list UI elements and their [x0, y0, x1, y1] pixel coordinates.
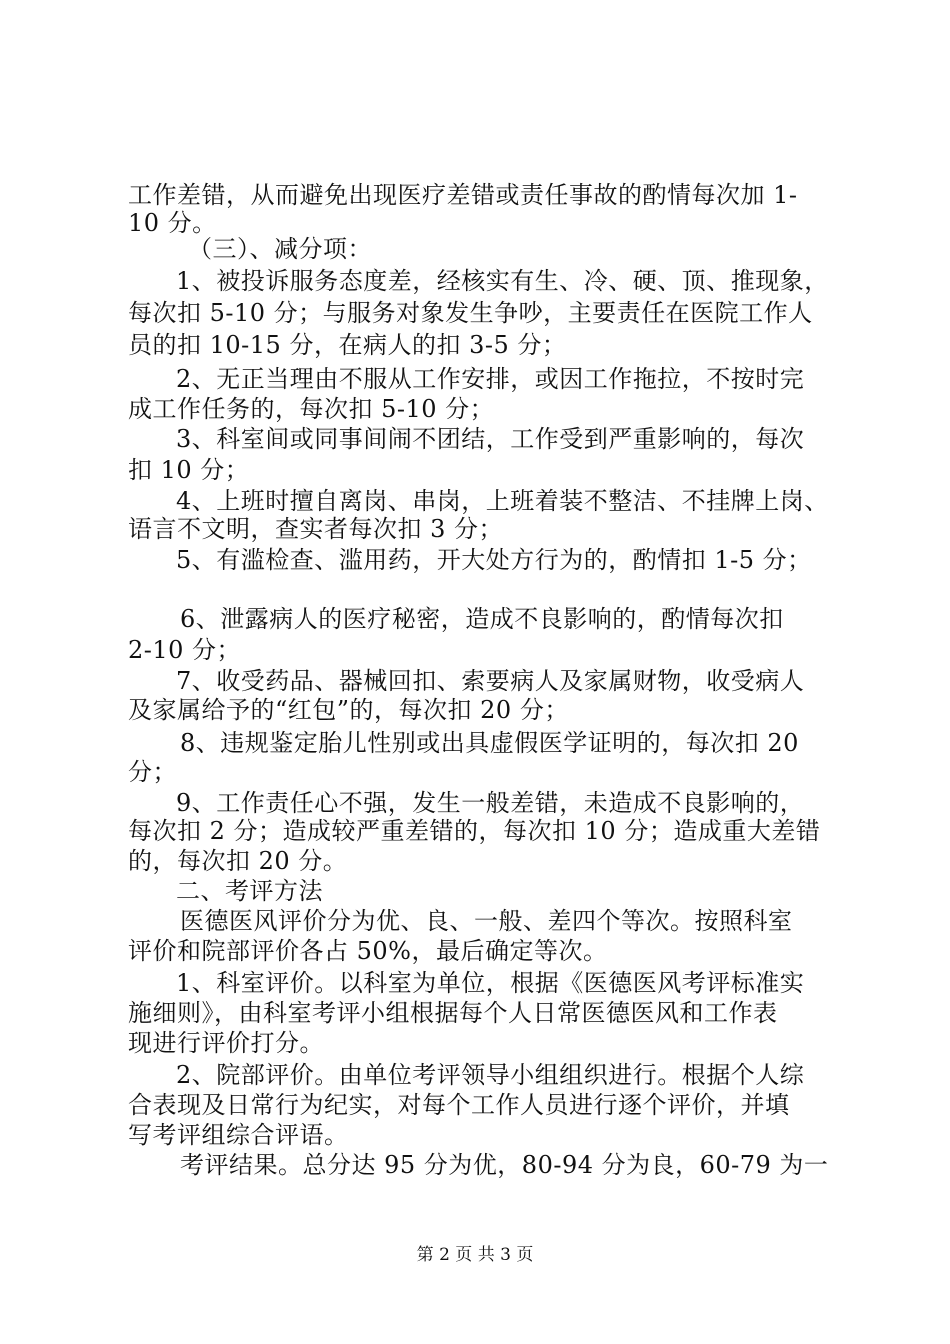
- text-line: 分；: [128, 758, 177, 786]
- text-line: 工作差错，从而避免出现医疗差错或责任事故的酌情每次加 1-: [128, 181, 798, 209]
- text-line: 成工作任务的，每次扣 5-10 分；: [128, 395, 495, 423]
- text-line: 10 分。: [128, 209, 217, 237]
- text-line: 6、泄露病人的医疗秘密，造成不良影响的，酌情每次扣: [180, 605, 784, 633]
- text-line: 2-10 分；: [128, 636, 242, 664]
- text-line: 合表现及日常行为纪实，对每个工作人员进行逐个评价，并填: [128, 1091, 790, 1119]
- text-line: 每次扣 5-10 分；与服务对象发生争吵，主要责任在医院工作人: [128, 299, 813, 327]
- text-line: 2、院部评价。由单位考评领导小组组织进行。根据个人综: [176, 1061, 805, 1089]
- text-line: 及家属给予的“红包”的，每次扣 20 分；: [128, 696, 569, 724]
- page-footer: 第 2 页 共 3 页: [416, 1245, 534, 1265]
- text-line: 的，每次扣 20 分。: [128, 847, 348, 875]
- text-line: 8、违规鉴定胎儿性别或出具虚假医学证明的，每次扣 20: [180, 729, 799, 757]
- text-line: 4、上班时擅自离岗、串岗，上班着装不整洁、不挂牌上岗、: [176, 487, 829, 515]
- text-line: 2、无正当理由不服从工作安排，或因工作拖拉，不按时完: [176, 365, 805, 393]
- text-line: 1、被投诉服务态度差，经核实有生、冷、硬、顶、推现象，: [176, 267, 829, 295]
- text-line: 员的扣 10-15 分，在病人的扣 3-5 分；: [128, 331, 567, 359]
- text-line: 施细则》，由科室考评小组根据每个人日常医德医风和工作表: [128, 999, 778, 1027]
- text-line: 写考评组综合评语。: [128, 1121, 349, 1149]
- text-line: 评价和院部评价各占 50%，最后确定等次。: [128, 937, 608, 965]
- text-line: 5、有滥检查、滥用药，开大处方行为的，酌情扣 1-5 分；: [176, 546, 812, 574]
- text-line: 9、工作责任心不强，发生一般差错，未造成不良影响的，: [176, 789, 805, 817]
- section-heading: 二、考评方法: [176, 877, 323, 905]
- text-line: 扣 10 分；: [128, 456, 250, 484]
- text-line: 每次扣 2 分；造成较严重差错的，每次扣 10 分；造成重大差错: [128, 817, 821, 845]
- text-line: 考评结果。总分达 95 分为优，80-94 分为良，60-79 为一: [180, 1151, 829, 1179]
- text-line: 7、收受药品、器械回扣、索要病人及家属财物，收受病人: [176, 667, 805, 695]
- text-line: 3、科室间或同事间闹不团结，工作受到严重影响的，每次: [176, 425, 805, 453]
- section-heading: （三）、减分项：: [188, 235, 372, 263]
- text-line: 医德医风评价分为优、良、一般、差四个等次。按照科室: [180, 907, 793, 935]
- text-line: 语言不文明，查实者每次扣 3 分；: [128, 515, 504, 543]
- text-line: 1、科室评价。以科室为单位，根据《医德医风考评标准实: [176, 969, 805, 997]
- text-line: 现进行评价打分。: [128, 1029, 324, 1057]
